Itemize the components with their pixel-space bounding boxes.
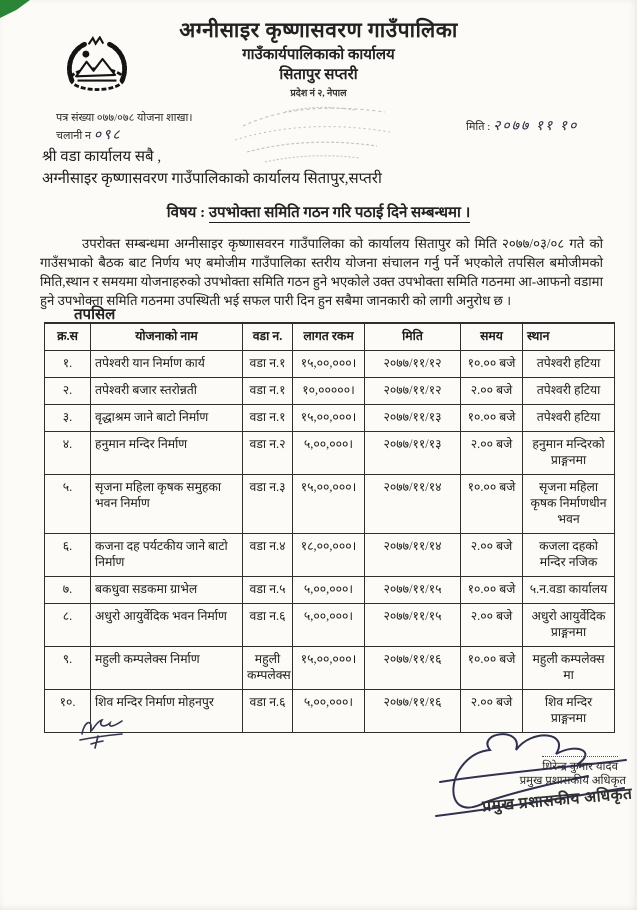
table-row <box>45 377 615 404</box>
cell-cost: १५,००,०००। <box>293 404 365 431</box>
cell-ward: वडा न.४ <box>243 533 293 576</box>
office-line: गाउँकार्यपालिकाको कार्यालय <box>242 47 395 64</box>
date-block <box>466 116 578 135</box>
cell-cost: १०,०००००। <box>293 377 365 404</box>
cell-date: २०७७/११/१३ <box>365 431 461 474</box>
cell-place: तपेश्वरी हटिया <box>523 350 615 377</box>
cell-cost: १५,००,०००। <box>293 474 365 533</box>
table-row <box>45 576 615 603</box>
date-value-handwritten: २०७७ ११ १० <box>493 119 579 134</box>
cell-time: २.०० बजे <box>461 603 523 646</box>
signature-block <box>428 724 632 836</box>
cell-date: २०७७/११/१६ <box>365 646 461 689</box>
cell-time: २.०० बजे <box>461 533 523 576</box>
cell-name: बकधुवा सडकमा ग्राभेल <box>91 576 243 603</box>
cell-time: १०.०० बजे <box>461 350 523 377</box>
cell-name: तपेश्वरी बजार स्तरोन्नती <box>91 377 243 404</box>
cell-cost: १८,००,०००। <box>293 533 365 576</box>
dispatch-line <box>56 127 193 145</box>
schedule-table <box>44 322 615 733</box>
col-header-ward: वडा न. <box>243 323 293 350</box>
schedule-table-body <box>45 350 615 732</box>
cell-date: २०७७/११/१२ <box>365 377 461 404</box>
cell-sn: ४. <box>45 431 91 474</box>
schedule-table-header <box>45 323 615 350</box>
cell-place: शिव मन्दिर प्राङ्गनमा <box>523 689 615 732</box>
table-row <box>45 474 615 533</box>
cell-place: कजला दहको मन्दिर नजिक <box>523 533 615 576</box>
cell-date: २०७७/११/१६ <box>365 689 461 732</box>
cell-cost: १५,००,०००। <box>293 646 365 689</box>
ref-number-line: पत्र संख्या ०७७/०७८ योजना शाखा। <box>56 112 193 124</box>
cell-ward: वडा न.३ <box>243 474 293 533</box>
cell-time: १०.०० बजे <box>461 576 523 603</box>
cell-place: तपेश्वरी हटिया <box>523 404 615 431</box>
address-line: सितापुर सप्तरी <box>279 67 358 84</box>
cell-ward: महुली कम्पलेक्स <box>243 646 293 689</box>
salutation-line2: अग्नीसाइर कृष्णासवरण गाउँपालिकाको कार्यालय सितापुर,सप्तरी <box>42 171 382 187</box>
cell-date: २०७७/११/१३ <box>365 404 461 431</box>
table-row <box>45 646 615 689</box>
col-header-sn: क्र.स <box>45 323 91 350</box>
province-line: प्रदेश नं २, नेपाल <box>290 88 347 99</box>
cell-cost: १५,००,०००। <box>293 350 365 377</box>
table-row <box>45 350 615 377</box>
date-label: मिति : <box>466 121 491 133</box>
col-header-date: मिति <box>365 323 461 350</box>
cell-place: सृजना महिला कृषक निर्माणधीन भवन <box>523 474 615 533</box>
cell-sn: १०. <box>45 689 91 732</box>
cell-date: २०७७/११/१४ <box>365 533 461 576</box>
salutation-line1: श्री वडा कार्यालय सबै , <box>42 149 162 165</box>
cell-ward: वडा न.१ <box>243 350 293 377</box>
cell-ward: वडा न.६ <box>243 689 293 732</box>
table-row <box>45 431 615 474</box>
col-header-place: स्थान <box>523 323 615 350</box>
cell-cost: ५,००,०००। <box>293 576 365 603</box>
cell-ward: वडा न.५ <box>243 576 293 603</box>
cell-place: अधुरो आयुर्वेदिक प्राङ्गनमा <box>523 603 615 646</box>
cell-sn: ९. <box>45 646 91 689</box>
table-row <box>45 533 615 576</box>
handwritten-initials <box>76 714 162 752</box>
cell-sn: ७. <box>45 576 91 603</box>
cell-sn: ६. <box>45 533 91 576</box>
cell-time: २.०० बजे <box>461 431 523 474</box>
cell-cost: ५,००,०००। <box>293 603 365 646</box>
cell-name: हनुमान मन्दिर निर्माण <box>91 431 243 474</box>
table-heading: तपसिल <box>74 307 116 323</box>
body-paragraph: उपरोक्त सम्बन्धमा अग्नीसाइर कृष्णासवरन गाउँपालिका को कार्यालय सितापुर को मिति २०७७/०३/०८ गते को गाउँसभाको बैठक बाट निर्णय भए बमोजीम गाउँपालिका स्तरीय योजना संचालन गर्नु पर्ने भएकोले तपसिल बमोजीमको मिति,स्थान र समयमा योजनाहरुको उपभोक्ता समिति गठन हुने भएकोले उक्त उपभोक्ता समिति गठनमा आ-आफनो वडामा हुने उपभोक्ता समिति गठनमा उपस्थिती भई सफल पारी दिन हुन सबैमा जानकारी को लागी अनुरोध छ । <box>40 236 603 308</box>
cell-name: कजना दह पर्यटकीय जाने बाटो निर्माण <box>91 533 243 576</box>
cell-date: २०७७/११/१५ <box>365 576 461 603</box>
cell-ward: वडा न.२ <box>243 431 293 474</box>
cell-date: २०७७/११/१५ <box>365 603 461 646</box>
cell-cost: ५,००,०००। <box>293 689 365 732</box>
header-row <box>45 323 615 350</box>
cell-name: अधुरो आयुर्वेदिक भवन निर्माण <box>91 603 243 646</box>
cell-place: ५.न.वडा कार्यालय <box>523 576 615 603</box>
dispatch-label: चलानी न <box>56 130 92 142</box>
letterhead <box>0 18 637 100</box>
cell-date: २०७७/११/१२ <box>365 350 461 377</box>
cell-time: १०.०० बजे <box>461 404 523 431</box>
cell-ward: वडा न.१ <box>243 404 293 431</box>
cell-time: २.०० बजे <box>461 689 523 732</box>
cell-sn: २. <box>45 377 91 404</box>
cell-name: तपेश्वरी यान निर्माण कार्य <box>91 350 243 377</box>
salutation <box>42 146 382 190</box>
table-row <box>45 603 615 646</box>
cell-ward: वडा न.१ <box>243 377 293 404</box>
cell-time: १०.०० बजे <box>461 474 523 533</box>
reference-block <box>56 110 193 145</box>
cell-time: १०.०० बजे <box>461 646 523 689</box>
cell-ward: वडा न.६ <box>243 603 293 646</box>
col-header-cost: लागत रकम <box>293 323 365 350</box>
col-header-time: समय <box>461 323 523 350</box>
cell-time: २.०० बजे <box>461 377 523 404</box>
signatory-title: प्रमुख प्रशासकीय अधिकृत <box>519 775 626 787</box>
cell-sn: ८. <box>45 603 91 646</box>
green-corner-mark <box>0 0 30 18</box>
subject-text: उपभोक्ता समिति गठन गरि पठाई दिने सम्बन्धमा । <box>208 205 471 221</box>
cell-name: वृद्धाश्रम जाने बाटो निर्माण <box>91 404 243 431</box>
subject-label: विषय : <box>166 205 206 221</box>
subject-line <box>0 202 637 222</box>
signatory-name: धिरेन्द्र कुमार यादव <box>542 756 618 774</box>
cell-place: महुली कम्पलेक्स मा <box>523 646 615 689</box>
col-header-name: योजनाको नाम <box>91 323 243 350</box>
cell-place: तपेश्वरी हटिया <box>523 377 615 404</box>
cell-name: सृजना महिला कृषक समुहका भवन निर्माण <box>91 474 243 533</box>
cell-sn: १. <box>45 350 91 377</box>
cell-name: शिव मन्दिर निर्माण मोहनपुर <box>91 689 243 732</box>
cell-place: हनुमान मन्दिरको प्राङ्गनमा <box>523 431 615 474</box>
table-row <box>45 404 615 431</box>
cell-name: महुली कम्पलेक्स निर्माण <box>91 646 243 689</box>
cell-date: २०७७/११/१४ <box>365 474 461 533</box>
municipality-title: अग्नीसाइर कृष्णासवरण गाउँपालिका <box>179 18 458 42</box>
dispatch-number-handwritten: ०९८ <box>93 128 122 143</box>
cell-cost: ५,००,०००। <box>293 431 365 474</box>
signatory-stamp-title: प्रमुख प्रशासकीय अधिकृत <box>481 785 633 816</box>
cell-sn: ३. <box>45 404 91 431</box>
cell-sn: ५. <box>45 474 91 533</box>
